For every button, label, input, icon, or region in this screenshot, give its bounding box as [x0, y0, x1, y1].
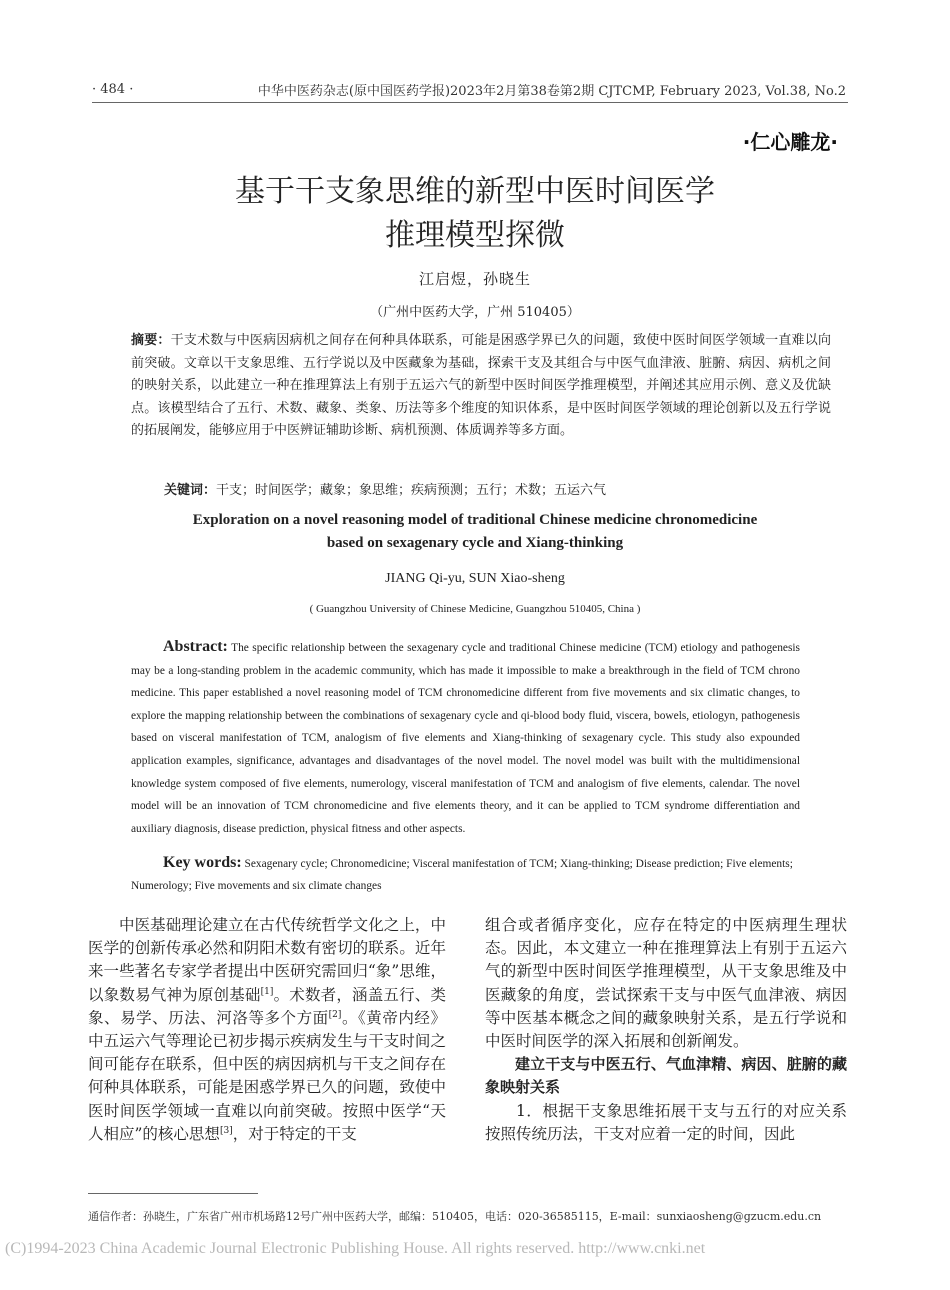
body-paragraph: [88, 914, 446, 1146]
citation-ref[interactable]: [2]: [328, 1009, 342, 1020]
header-divider: [92, 102, 848, 103]
affiliation-cn: （广州中医药大学，广州 510405）: [370, 305, 580, 320]
abstract-cn-label: 摘要：: [131, 333, 171, 348]
title-en-line2: based on sexagenary cycle and Xiang-thinking: [326, 535, 624, 551]
page-number: · 484 ·: [92, 82, 134, 97]
keywords-en-label: Key words:: [163, 854, 242, 871]
citation-ref[interactable]: [3]: [219, 1125, 233, 1136]
title-cn-line1: 基于干支象思维的新型中医时间医学: [235, 174, 715, 209]
abstract-en-label: Abstract:: [163, 638, 228, 655]
body-paragraph: 1．根据干支象思维拓展干支与五行的对应关系 按照传统历法，干支对应着一定的时间，因此: [485, 1101, 847, 1143]
keywords-en: [131, 852, 800, 897]
abstract-cn-text: 干支术数与中医病因病机之间存在何种具体联系，可能是困惑学界已久的问题，致使中医时间医学领域一直难以向前突破。文章以干支象思维、五行学说以及中医藏象为基础，探索干支及其组合与中医气血津液、脏腑、病因、病机之间的映射关系，以此建立一种在推理算法上有别于五运六气的新型中医时间医学推理模型，并阐述其应用示例、意义及优缺点。该模型结合了五行、术数、藏象、类象、历法等多个维度的知识体系，是中医时间医学领域的理论创新以及五行学说的拓展阐发，能够应用于中医辨证辅助诊断、病机预测、体质调养等多方面。: [131, 333, 831, 438]
keywords-en-text: Sexagenary cycle; Chronomedicine; Visceral manifestation of TCM; Xiang-thinking; Disease prediction; Five elements; Numerology; Five movements and six climate changes: [131, 858, 793, 892]
abstract-en: [131, 636, 800, 840]
body-text: 。《黄帝内经》中五运六气等理论已初步揭示疾病发生与干支时间之间可能存在联系，但中医的病因病机与干支之间存在何种具体联系，可能是困惑学界已久的问题，致使中医时间医学领域一直难以向前突破。按照中医学“天人相应”的核心思想: [88, 1008, 446, 1143]
keywords-cn-label: 关键词：: [164, 483, 217, 498]
affiliation-en: ( Guangzhou University of Chinese Medicine, Guangzhou 510405, China ): [309, 603, 641, 615]
footnote-correspondence: 通信作者：孙晓生，广东省广州市机场路12号广州中医药大学，邮编：510405，电话：020-36585115，E-mail：sunxiaosheng@gzucm.edu.cn: [88, 1210, 822, 1223]
keywords-cn-text: 干支；时间医学；藏象；象思维；疾病预测；五行；术数；五运六气: [216, 483, 607, 498]
body-text: ，对于特定的干支: [232, 1124, 357, 1143]
footnote-divider: [88, 1193, 258, 1194]
authors-cn: 江启煜，孙晓生: [418, 270, 531, 288]
title-en-line1: Exploration on a novel reasoning model of traditional Chinese medicine chronomedicine: [192, 512, 758, 528]
abstract-en-text: The specific relationship between the sexagenary cycle and traditional Chinese medicine (TCM) etiology and pathogenesis may be a long-standing problem in the academic community, which has made it impossible to make a breakthrough in the field of TCM chrono medicine. This paper established a novel reasoning model of TCM chronomedicine different from five movements and six climatic changes, to explore the mapping relationship between the combinations of sexagenary cycle and qi-blood body fluid, viscera, bowels, etiologyn, pathogenesis based on visceral manifestation of TCM, analogism of five elements and Xiang-thinking of sexagenary cycle. This study also expounded application examples, significance, advantages and disadvantages of the novel model. The novel model was built with the multidimensional knowledge system composed of five elements, numerology, visceral manifestation of TCM and analogism of five elements, calendar. The novel model will be an innovation of TCM chronomedicine and five elements theory, and it can be applied to TCM syndrome differentiation and auxiliary diagnosis, disease prediction, physical fitness and other aspects.: [131, 642, 800, 835]
body-text: 中医基础理论建立在古代传统哲学文化之上，中医学的创新传承必然和阴阳术数有密切的联系。近年来一些著名专家学者提出中医研究需回归“象”思维，以象数易气神为原创基础: [88, 916, 446, 1004]
keywords-cn: [164, 479, 844, 498]
authors-en: JIANG Qi-yu, SUN Xiao-sheng: [385, 571, 565, 586]
journal-header: 中华中医药杂志(原中国医药学报)2023年2月第38卷第2期 CJTCMP, February 2023, Vol.38, No.2: [257, 84, 846, 99]
citation-ref[interactable]: [1]: [260, 986, 274, 997]
column-tag: ·仁心雕龙·: [742, 130, 838, 154]
title-cn-line2: 推理模型探微: [385, 218, 565, 253]
body-paragraph: 组合或者循序变化，应存在特定的中医病理生理状态。因此，本文建立一种在推理算法上有别于五运六气的新型中医时间医学推理模型，从干支象思维及中医藏象的角度，尝试探索干支与中医气血津液、病因等中医基本概念之间的藏象映射关系，是五行学说和中医时间医学的深入拓展和创新阐发。: [485, 916, 847, 1051]
body-text: 。术数者，涵盖五行、类象、易学、历法、河洛等多个方面: [88, 985, 446, 1027]
abstract-cn: [131, 330, 831, 443]
copyright-watermark: (C)1994-2023 China Academic Journal Electronic Publishing House. All rights reserved. http://www.cnki.net: [5, 1240, 706, 1257]
body-column-left: [88, 914, 446, 1146]
body-column-right: [485, 914, 847, 1146]
section-heading: 建立干支与中医五行、气血津精、病因、脏腑的藏象映射关系: [485, 1055, 847, 1097]
